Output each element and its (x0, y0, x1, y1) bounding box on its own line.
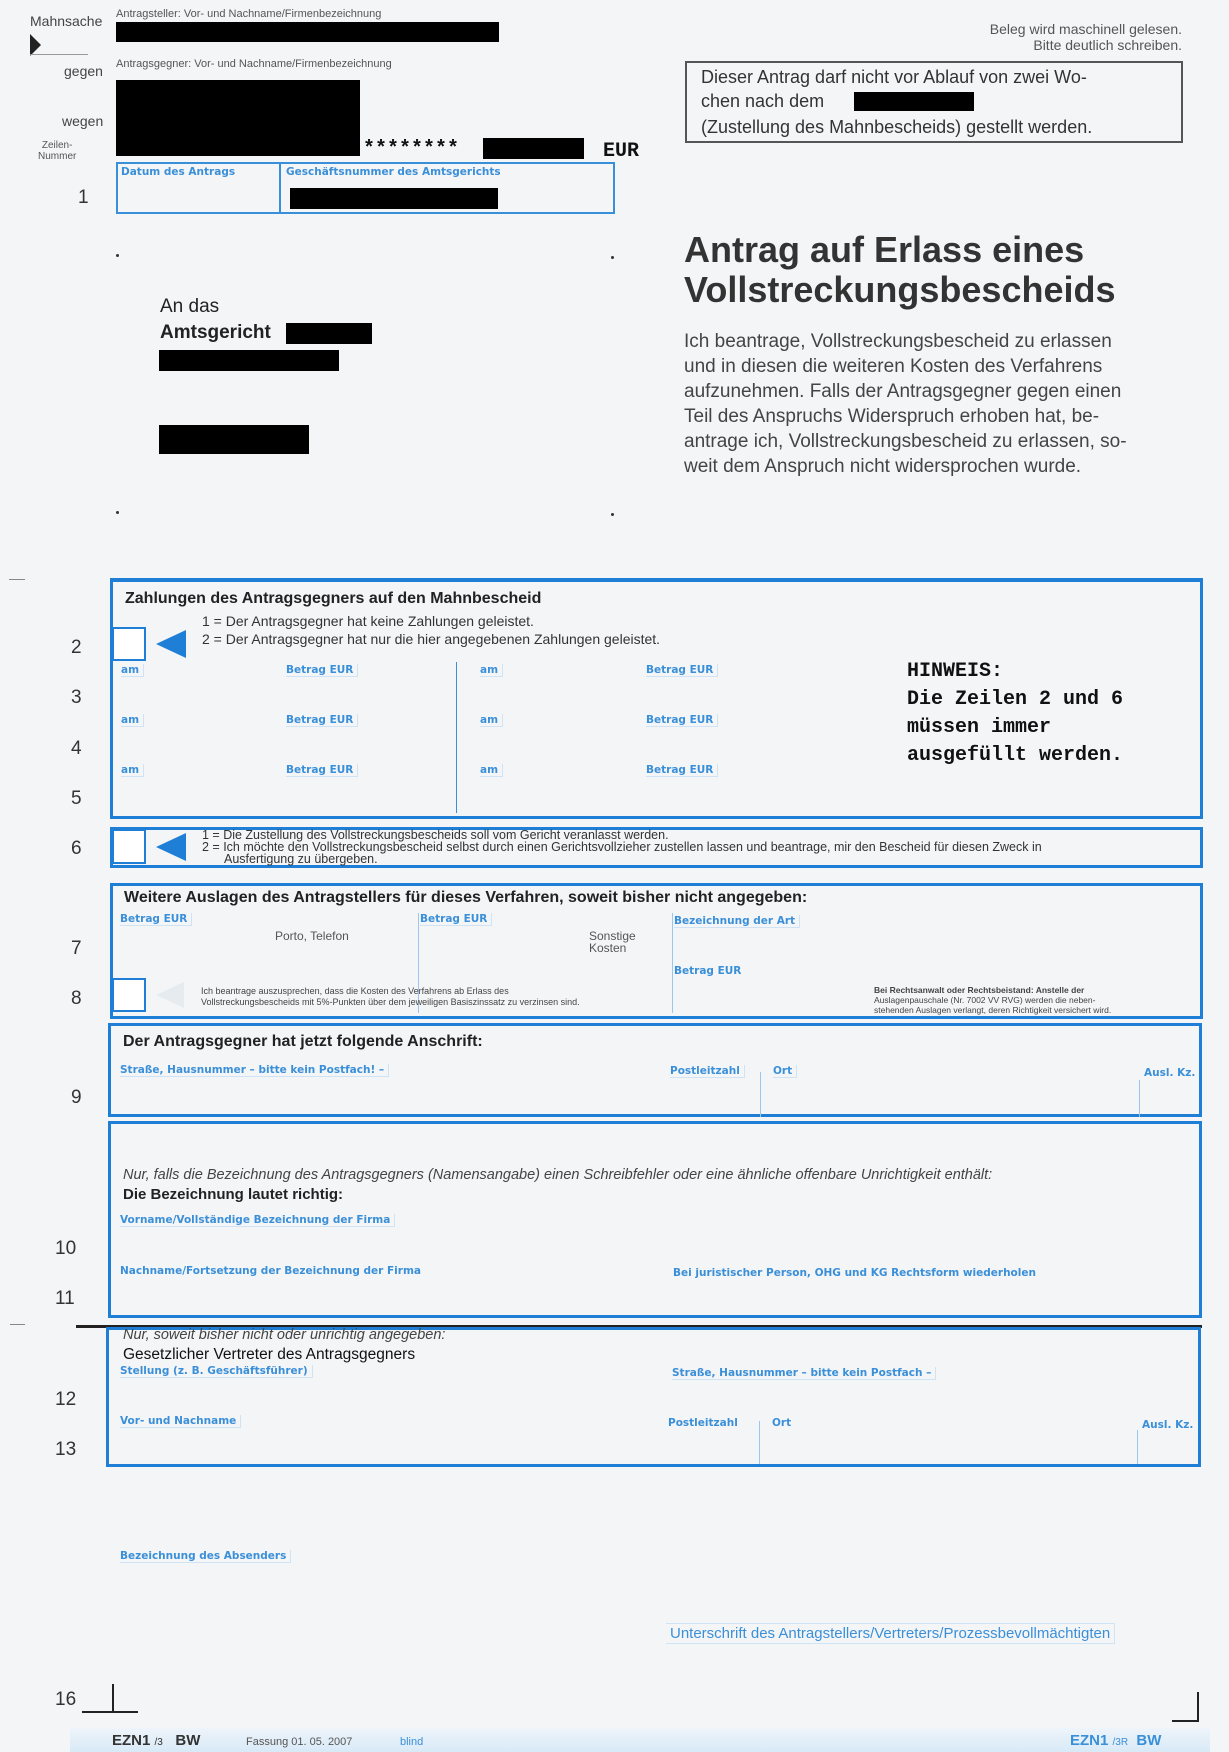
strasse-label: Straße, Hausnummer – bitte kein Postfach! – (120, 1064, 389, 1077)
ort-label: Ort (772, 1417, 792, 1429)
wegen-label: wegen (62, 113, 104, 129)
text-line: Bei Rechtsanwalt oder Rechtsbeistand: Anstelle der (874, 985, 1085, 995)
amtsgericht: Amtsgericht (160, 322, 271, 343)
form-code: EZN1 (1070, 1732, 1109, 1749)
crop-mark (82, 1711, 138, 1713)
row-number: 16 (55, 1689, 77, 1710)
column-divider (456, 662, 457, 813)
payments-option-1: 1 = Der Antragsgegner hat keine Zahlungen geleistet. (202, 613, 534, 629)
redacted-antragsgegner (116, 80, 360, 156)
field-divider (760, 1072, 761, 1117)
form-version: /3R (1112, 1737, 1129, 1748)
datum-label: Datum des Antrags (121, 166, 236, 178)
gegen-label: gegen (64, 63, 103, 79)
am-label: am (480, 764, 503, 777)
am-label: am (121, 764, 144, 777)
betrag-label: Betrag EUR (646, 764, 718, 777)
redacted-geschaeftsnummer (290, 188, 498, 209)
form-code: EZN1 (112, 1732, 151, 1749)
betrag-label: Betrag EUR (120, 913, 192, 926)
zinsen-checkbox[interactable] (112, 978, 146, 1012)
zeilen-nummer-label: Zeilen- Nummer (38, 140, 77, 162)
betrag-label: Betrag EUR (646, 714, 718, 727)
paragraph-line: weit dem Anspruch nicht widersprochen wurde. (684, 456, 1082, 477)
pointer-triangle-icon (30, 34, 41, 56)
strasse-field[interactable] (120, 1080, 750, 1112)
blind-label: blind (400, 1736, 424, 1748)
label-line: Sonstige (589, 929, 636, 943)
redacted-date (854, 92, 974, 111)
row-number: 12 (55, 1389, 77, 1410)
am-label: am (121, 664, 144, 677)
window-corner-mark (116, 511, 119, 514)
fold-mark (10, 1324, 25, 1325)
row-number: 13 (55, 1439, 77, 1460)
sonstige-kosten-label (589, 930, 636, 954)
nachname-label: Nachname/Fortsetzung der Bezeichnung der Firma (120, 1265, 421, 1277)
currency: EUR (603, 140, 640, 163)
form-code-left (112, 1732, 200, 1749)
crop-mark (1197, 1692, 1199, 1720)
form-state: BW (175, 1732, 201, 1749)
window-corner-mark (611, 256, 614, 259)
arrow-left-icon (156, 833, 186, 861)
ausl-kz-label: Ausl. Kz. (1144, 1067, 1196, 1079)
auslagen-heading: Weitere Auslagen des Antragstellers für dieses Verfahren, soweit bisher nicht angegeben: (124, 889, 808, 906)
zustellung-options (202, 829, 1042, 865)
text-line: Ich beantrage auszusprechen, dass die Kosten des Verfahrens ab Erlass des (201, 986, 509, 996)
row-number: 1 (78, 187, 89, 208)
redacted-street (159, 350, 339, 371)
redacted-antragsteller (116, 22, 499, 42)
zustellung-option-2b: Ausfertigung zu übergeben. (224, 852, 378, 866)
paragraph-line: und in diesen die weiteren Kosten des Verfahrens (684, 356, 1103, 377)
row-number: 9 (71, 1087, 82, 1108)
betrag-label: Betrag EUR (674, 965, 742, 977)
divider (279, 164, 281, 212)
stellung-label: Stellung (z. B. Geschäftsführer) (120, 1365, 313, 1378)
bezeichnung-art-label: Bezeichnung der Art (674, 915, 800, 928)
am-label: am (480, 664, 503, 677)
row-number: 7 (71, 938, 82, 959)
field-divider (672, 913, 673, 1013)
hinweis-line: ausgefüllt werden. (907, 744, 1124, 767)
divider (30, 54, 88, 55)
notice-line-3: (Zustellung des Mahnbescheids) gestellt werden. (701, 117, 1093, 137)
absender-label: Bezeichnung des Absenders (120, 1550, 291, 1563)
rechtsanwalt-note (874, 985, 1111, 1015)
request-paragraph (684, 329, 1127, 479)
anschrift-heading: Der Antragsgegner hat jetzt folgende Anschrift: (123, 1033, 483, 1050)
hinweis-line: HINWEIS: (907, 660, 1004, 683)
row-number: 2 (71, 637, 82, 658)
field-divider (1139, 1080, 1140, 1117)
notice-line: Bitte deutlich schreiben. (1033, 37, 1182, 53)
zustellung-option-2: 2 = Ich möchte den Vollstreckungsbescheid selbst durch einen Gerichtsvollzieher zustellen lassen und beantrage, mir den Bescheid für diesen Zweck in (202, 840, 1042, 854)
fold-mark (9, 579, 25, 580)
field-divider (1137, 1430, 1138, 1464)
fassung: Fassung 01. 05. 2007 (246, 1736, 353, 1748)
zustellung-checkbox[interactable] (112, 829, 146, 864)
vertreter-hint: Nur, soweit bisher nicht oder unrichtig angegeben: (123, 1327, 446, 1343)
zinsen-text (201, 986, 580, 1008)
ort-label: Ort (773, 1065, 797, 1078)
notice-line: Beleg wird maschinell gelesen. (989, 21, 1182, 37)
amount-stars: ******** (363, 138, 460, 161)
text-line: Vollstreckungsbescheids mit 5%-Punkten über dem jeweiligen Basiszinssatz zu verzinsen sind. (201, 997, 580, 1007)
row-number: 11 (55, 1288, 75, 1309)
text-line: Auslagenpauschale (Nr. 7002 VV RVG) werden die neben- (874, 995, 1096, 1005)
row-number: 4 (71, 738, 82, 759)
datum-field[interactable] (121, 180, 271, 206)
machine-read-notice (960, 21, 1182, 53)
signature-field[interactable]: Unterschrift des Antragstellers/Vertreters/Prozessbevollmächtigten (666, 1623, 1115, 1644)
text-line: stehenden Auslagen verlangt, deren Richtigkeit versichert wird. (874, 1005, 1112, 1015)
title-line: Antrag auf Erlass eines (684, 229, 1085, 270)
berichtigung-hint: Nur, falls die Bezeichnung des Antragsgegners (Namensangabe) einen Schreibfehler oder eine ähnliche offenbare Unrichtigkeit enthält: (123, 1167, 993, 1183)
hinweis-line: Die Zeilen 2 und 6 (907, 688, 1124, 711)
antragsgegner-label: Antragsgegner: Vor- und Nachname/Firmenbezeichnung (116, 58, 392, 70)
betrag-label: Betrag EUR (286, 714, 358, 727)
betrag-label: Betrag EUR (286, 764, 358, 777)
crop-mark (112, 1684, 114, 1711)
footer-band (70, 1728, 1210, 1752)
paragraph-line: Teil des Anspruchs Widerspruch erhoben hat, be- (684, 406, 1100, 427)
payments-option-2: 2 = Der Antragsgegner hat nur die hier angegebenen Zahlungen geleistet. (202, 631, 661, 647)
zustellung-option-1: 1 = Die Zustellung des Vollstreckungsbescheids soll vom Gericht veranlasst werden. (202, 828, 669, 842)
hinweis-line: müssen immer (907, 716, 1052, 739)
row-number: 6 (71, 838, 82, 859)
crop-mark (1172, 1720, 1199, 1722)
plz-label: Postleitzahl (668, 1417, 738, 1429)
ausl-kz-label: Ausl. Kz. (1142, 1419, 1194, 1431)
row-number: 10 (55, 1238, 77, 1259)
form-code-right (1070, 1732, 1161, 1749)
paragraph-line: Ich beantrage, Vollstreckungsbescheid zu erlassen (684, 331, 1112, 352)
berichtigung-heading: Die Bezeichnung lautet richtig: (123, 1186, 344, 1203)
page-title (684, 230, 1116, 310)
window-corner-mark (116, 254, 119, 257)
field-divider (759, 1421, 760, 1464)
row-number: 3 (71, 687, 82, 708)
betrag-label: Betrag EUR (646, 664, 718, 677)
plz-label: Postleitzahl (670, 1065, 745, 1078)
hinweis-note (907, 658, 1123, 770)
arrow-left-icon (156, 630, 186, 658)
rechtsform-label: Bei juristischer Person, OHG und KG Rechtsform wiederholen (673, 1267, 1036, 1279)
paragraph-line: aufzunehmen. Falls der Antragsgegner gegen einen (684, 381, 1122, 402)
window-corner-mark (611, 513, 614, 516)
payments-checkbox[interactable] (112, 627, 146, 661)
paragraph-line: antrage ich, Vollstreckungsbescheid zu erlassen, so- (684, 431, 1127, 452)
strasse-label: Straße, Hausnummer – bitte kein Postfach – (672, 1367, 936, 1380)
redacted-court (286, 323, 372, 344)
payments-heading: Zahlungen des Antragsgegners auf den Mahnbescheid (125, 590, 542, 607)
am-label: am (480, 714, 503, 727)
betrag-label: Betrag EUR (286, 664, 358, 677)
notice-line-2: chen nach dem (701, 91, 825, 111)
vorname-label: Vorname/Vollständige Bezeichnung der Firma (120, 1214, 395, 1227)
antragsteller-label: Antragsteller: Vor- und Nachname/Firmenbezeichnung (116, 8, 382, 20)
porto-label: Porto, Telefon (275, 929, 349, 943)
title-line: Vollstreckungsbescheids (684, 269, 1116, 310)
row-number: 5 (71, 788, 82, 809)
notice-line-1: Dieser Antrag darf nicht vor Ablauf von zwei Wo- (701, 67, 1087, 87)
betrag-label: Betrag EUR (420, 913, 492, 926)
geschaeftsnummer-label: Geschäftsnummer des Amtsgerichts (286, 166, 501, 178)
vertreter-heading: Gesetzlicher Vertreter des Antragsgegners (123, 1346, 416, 1363)
form-state: BW (1136, 1732, 1162, 1749)
label-line: Kosten (589, 941, 627, 955)
redacted-amount (483, 138, 584, 159)
mahnsache-label: Mahnsache (30, 13, 103, 29)
arrow-left-icon (156, 982, 184, 1008)
form-version: /3 (154, 1737, 163, 1748)
name-label: Vor- und Nachname (120, 1415, 241, 1428)
am-label: am (121, 714, 144, 727)
redacted-city (159, 425, 309, 454)
an-das: An das (160, 296, 220, 317)
row-number: 8 (71, 988, 82, 1009)
